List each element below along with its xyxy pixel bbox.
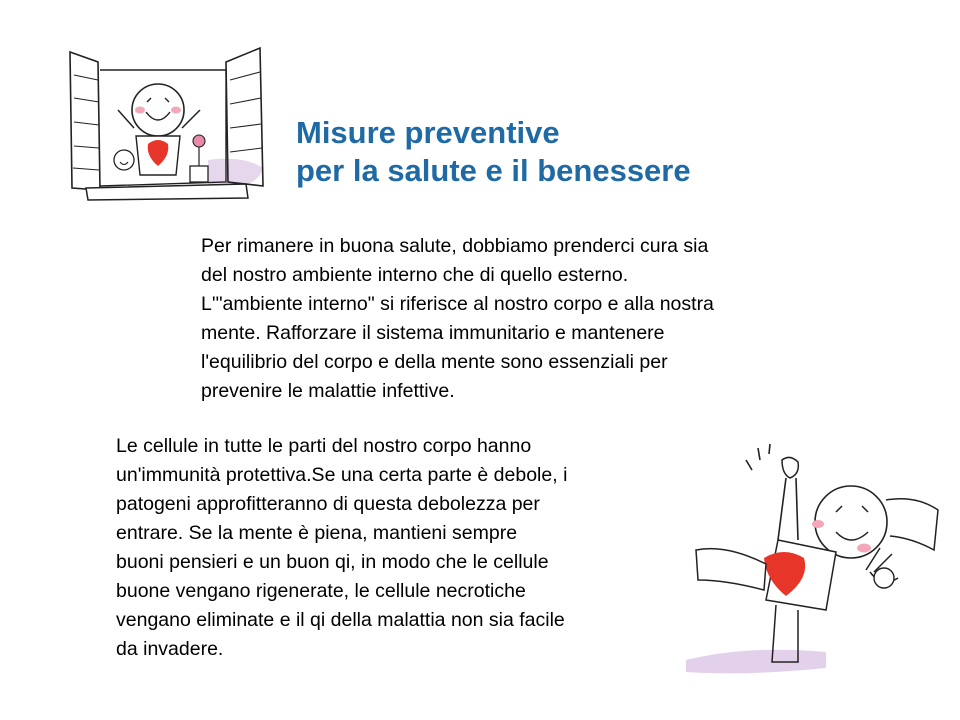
paragraph-line: un'immunità protettiva.Se una certa parte è debole, i	[116, 464, 568, 486]
cheering-child-illustration	[686, 440, 946, 680]
paragraph-line: da invadere.	[116, 638, 224, 660]
paragraph-line: L'"ambiente interno" si riferisce al nostro corpo e alla nostra	[201, 293, 714, 315]
paragraph-line: vengano eliminate e il qi della malattia non sia facile	[116, 609, 565, 631]
window-child-illustration	[58, 40, 273, 205]
paragraph-line: Per rimanere in buona salute, dobbiamo prenderci cura sia	[201, 235, 709, 257]
intro-paragraph	[201, 232, 851, 406]
paragraph-line: del nostro ambiente interno che di quello esterno.	[201, 264, 629, 286]
paragraph-line: l'equilibrio del corpo e della mente sono essenziali per	[201, 351, 668, 373]
paragraph-line: entrare. Se la mente è piena, mantieni sempre	[116, 522, 518, 544]
paragraph-line: patogeni approfitteranno di questa debolezza per	[116, 493, 540, 515]
title-line-2: per la salute e il benessere	[296, 153, 691, 188]
page-title	[296, 114, 856, 190]
paragraph-line: Le cellule in tutte le parti del nostro corpo hanno	[116, 435, 532, 457]
paragraph-line: mente. Rafforzare il sistema immunitario e mantenere	[201, 322, 665, 344]
paragraph-line: prevenire le malattie infettive.	[201, 380, 455, 402]
paragraph-line: buone vengano rigenerate, le cellule necrotiche	[116, 580, 526, 602]
paragraph-line: buoni pensieri e un buon qi, in modo che le cellule	[116, 551, 549, 573]
immunity-paragraph	[116, 432, 686, 664]
title-line-1: Misure preventive	[296, 115, 560, 150]
